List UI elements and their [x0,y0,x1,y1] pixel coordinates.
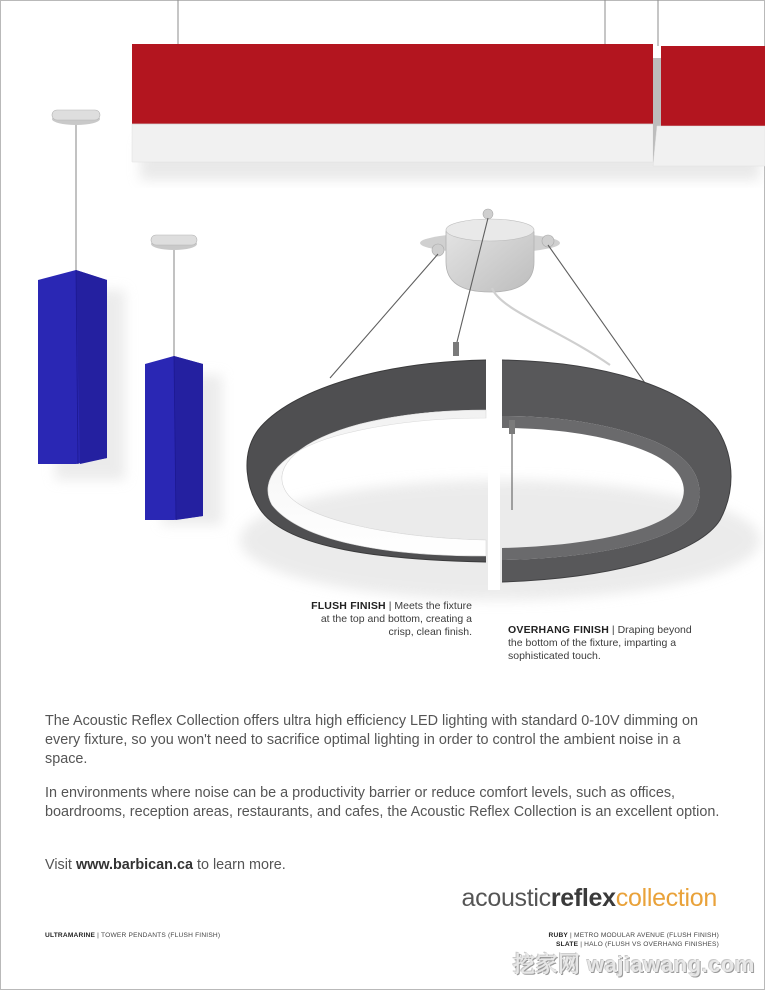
slate-halo-pendant [240,209,760,600]
footer-left-name: ULTRAMARINE [45,932,96,939]
overhang-finish-title: OVERHANG FINISH [508,624,610,636]
visit-suffix: to learn more. [196,857,286,873]
footer-caption-right: RUBY | METRO MODULAR AVENUE (FLUSH FINISH) SLATE | HALO (FLUSH VS OVERHANG FINISHES) [548,932,719,948]
ruby-linear-fixture [132,0,765,180]
flush-finish-title: FLUSH FINISH [311,600,386,612]
watermark: 挖家网 wajiawang.com [513,952,755,977]
ultramarine-pendant-left [38,110,125,480]
website-link[interactable]: www.barbican.ca [75,857,193,873]
footer-right2-name: SLATE [556,941,579,948]
flush-finish-caption: FLUSH FINISH | Meets the fixture at the top and bottom, creating a crisp, clean finish. [311,600,472,638]
logo-part-reflex: reflex [550,884,616,912]
footer-right1-name: RUBY [548,932,569,939]
ultramarine-pendant-right [145,235,222,525]
visit-prefix: Visit [45,857,72,873]
logo-part-collection: collection [615,884,717,912]
footer-right1-text: METRO MODULAR AVENUE (FLUSH FINISH) [574,932,719,939]
footer-caption-left: ULTRAMARINE | TOWER PENDANTS (FLUSH FINISH) [45,932,221,939]
logo-part-acoustic: acoustic [461,884,551,912]
acoustic-reflex-logo [462,884,717,913]
flush-finish-text: Meets the fixture at the top and bottom, creating a crisp, clean finish. [320,600,472,638]
visit-line [45,856,725,875]
footer-left-text: TOWER PENDANTS (FLUSH FINISH) [101,932,221,939]
overhang-finish-caption: OVERHANG FINISH | Draping beyond the bottom of the fixture, imparting a sophisticated touch. [508,624,692,662]
environments-paragraph: In environments where noise can be a productivity barrier or reduce comfort levels, such as offices, boardrooms, reception areas, restaurants, and cafes, the Acoustic Reflex Collection is an excellent option. [45,785,720,820]
footer-right2-text: HALO (FLUSH VS OVERHANG FINISHES) [584,941,719,948]
intro-paragraph: The Acoustic Reflex Collection offers ultra high efficiency LED lighting with standard 0-10V dimming on every fixture, so you won't need to sacrifice optimal lighting in order to control the ambient noise in a space. [45,713,698,767]
overhang-finish-text: Draping beyond the bottom of the fixture, imparting a sophisticated touch. [508,624,692,662]
